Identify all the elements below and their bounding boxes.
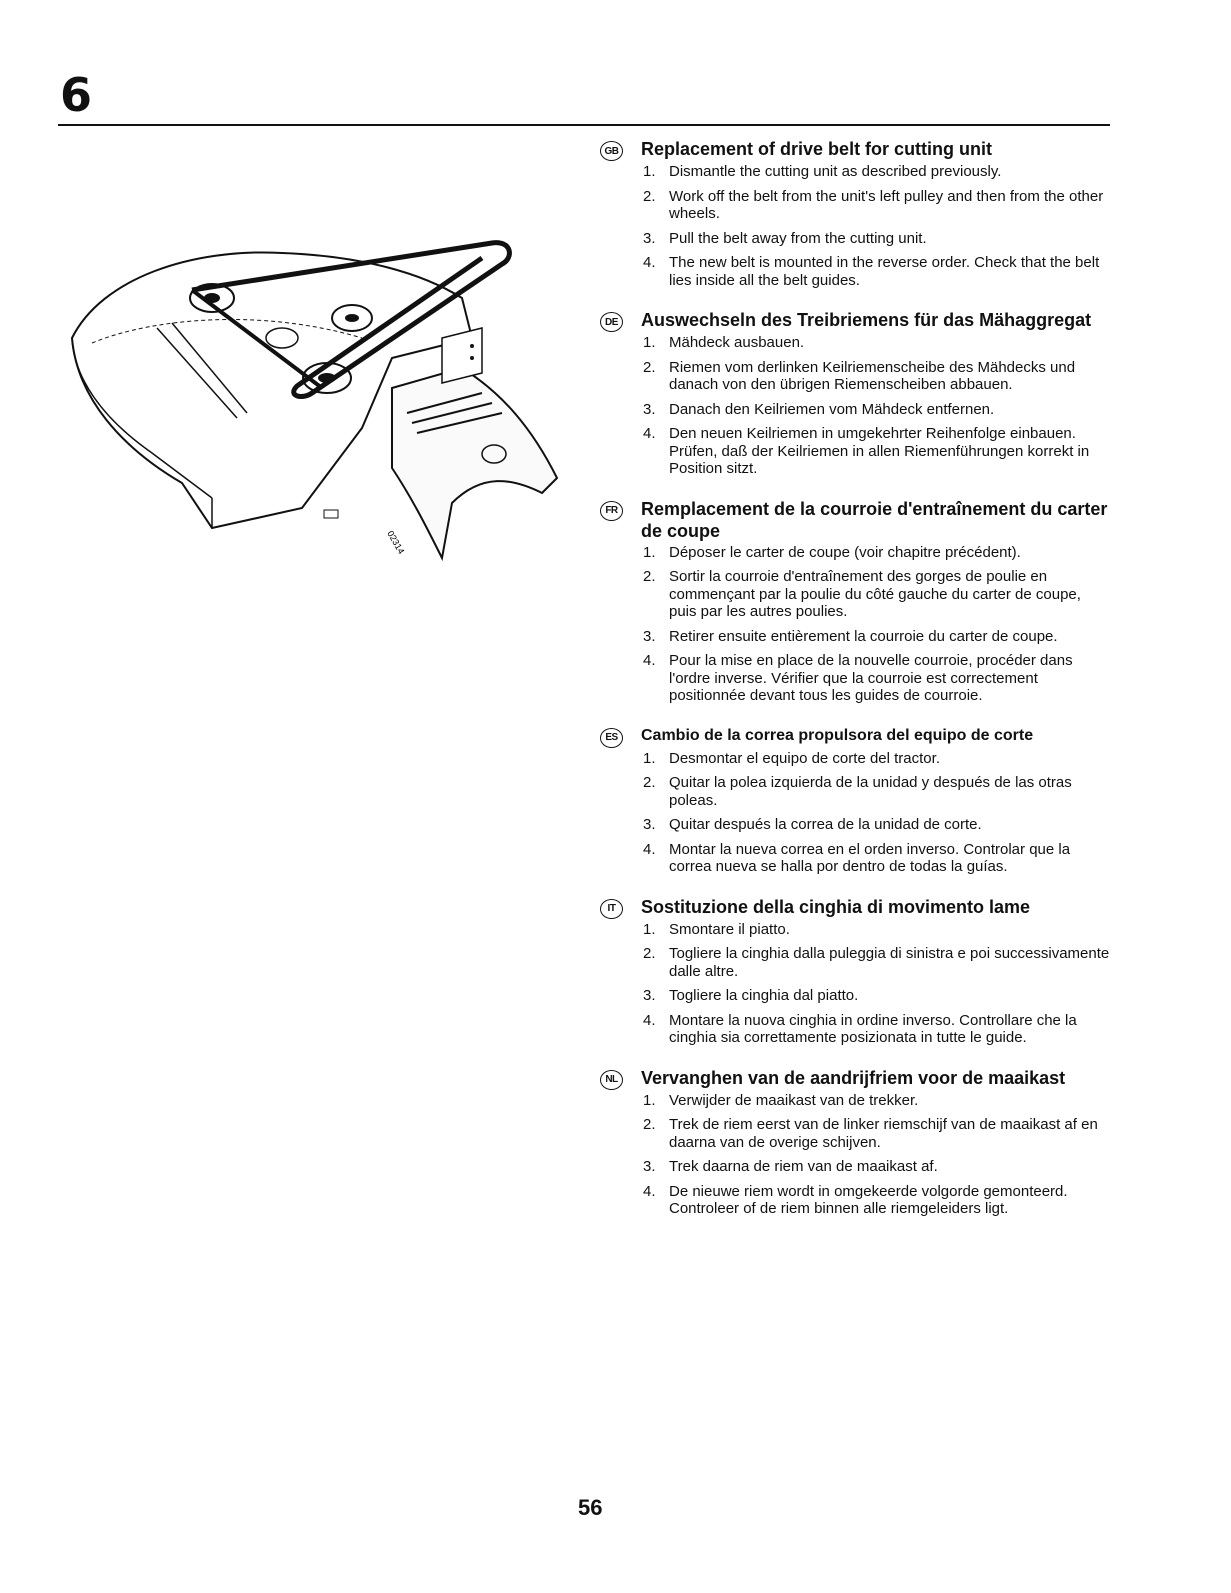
instructions (600, 138, 1112, 1238)
figure-code: 02314 (385, 529, 407, 556)
chapter-number: 6 (60, 68, 93, 122)
lang-badge-de: DE (600, 312, 623, 332)
section-nl (600, 1067, 1112, 1218)
section-title: Remplacement de la courroie d'entraînement du carter de coupe (641, 498, 1108, 541)
list-item: 2. Trek de riem eerst van de linker riemschijf van de maaikast af en daarna van de overige schijven. (643, 1116, 1098, 1151)
section-es (600, 725, 1112, 876)
lang-badge-es: ES (600, 728, 623, 748)
list-item: 1. Dismantle the cutting unit as described previously. (643, 163, 1002, 180)
list-item: 4. The new belt is mounted in the reverse order. Check that the belt lies inside all the belt guides. (643, 254, 1100, 289)
list-item: 4. Den neuen Keilriemen in umgekehrter Reihenfolge einbauen. Prüfen, daß der Keilriemen in allen Riemenführungen korrekt in Position sitzt. (643, 425, 1090, 477)
page-number: 56 (578, 1495, 603, 1520)
list-item: 4. De nieuwe riem wordt in omgekeerde volgorde gemonteerd. Controleer of de riem binnen alle riemgeleiders ligt. (643, 1182, 1068, 1217)
list-item: 4. Montare la nuova cinghia in ordine inverso. Controllare che la cinghia sia correttamente posizionata in tutte le guide. (643, 1011, 1077, 1046)
section-title: Vervanghen van de aandrijfriem voor de maaikast (641, 1067, 1066, 1088)
section-title: Replacement of drive belt for cutting unit (641, 139, 993, 159)
list-item: 1. Mähdeck ausbauen. (643, 334, 805, 351)
list-item: 2. Togliere la cinghia dalla puleggia di sinistra e poi successivamente dalle altre. (643, 945, 1110, 980)
section-fr (600, 498, 1112, 705)
list-item: 4. Pour la mise en place de la nouvelle courroie, procéder dans l'ordre inverse. Vérifier que la courroie est correctement positionnée devant tous les guides de courroie. (643, 652, 1073, 704)
list-item: 3. Quitar después la correa de la unidad de corte. (643, 816, 982, 833)
list-item: 3. Pull the belt away from the cutting unit. (643, 229, 927, 247)
section-title: Auswechseln des Treibriemens für das Mähaggregat (641, 310, 1092, 330)
list-item: 4. Montar la nueva correa en el orden inverso. Controlar que la correa nueva se halla por dentro de todas la guías. (643, 840, 1071, 875)
list-item: 2. Riemen vom derlinken Keilriemenscheibe des Mähdecks und danach von den übrigen Riemenscheiben abbauen. (643, 358, 1076, 393)
section-de (600, 309, 1112, 478)
list-item: 1. Verwijder de maaikast van de trekker. (643, 1091, 919, 1109)
list-item: 1. Smontare il piatto. (643, 920, 790, 938)
list-item: 3. Retirer ensuite entièrement la courroie du carter de coupe. (643, 627, 1058, 645)
mower-deck-illustration (62, 228, 572, 573)
list-item: 3. Togliere la cinghia dal piatto. (643, 987, 859, 1004)
header-rule (58, 124, 1110, 126)
list-item: 2. Sortir la courroie d'entraînement des gorges de poulie en commençant par la poulie du côté gauche du carter de coupe, puis par les autres poulies. (643, 568, 1081, 620)
list-item: 3. Trek daarna de riem van de maaikast af. (643, 1158, 938, 1175)
list-item: 1. Desmontar el equipo de corte del tractor. (643, 749, 940, 767)
list-item: 1. Déposer le carter de coupe (voir chapitre précédent). (643, 543, 1021, 561)
lang-badge-fr: FR (600, 501, 623, 521)
section-it (600, 896, 1112, 1047)
section-title: Sostituzione della cinghia di movimento lame (641, 896, 1031, 917)
list-item: 3. Danach den Keilriemen vom Mähdeck entfernen. (643, 400, 995, 418)
section-gb (600, 138, 1112, 289)
list-item: 2. Quitar la polea izquierda de la unidad y después de las otras poleas. (643, 774, 1072, 809)
lang-badge-it: IT (600, 899, 623, 919)
section-title: Cambio de la correa propulsora del equipo de corte (641, 726, 1034, 744)
lang-badge-nl: NL (600, 1070, 623, 1090)
lang-badge-gb: GB (600, 141, 623, 161)
list-item: 2. Work off the belt from the unit's left pulley and then from the other wheels. (643, 187, 1104, 222)
